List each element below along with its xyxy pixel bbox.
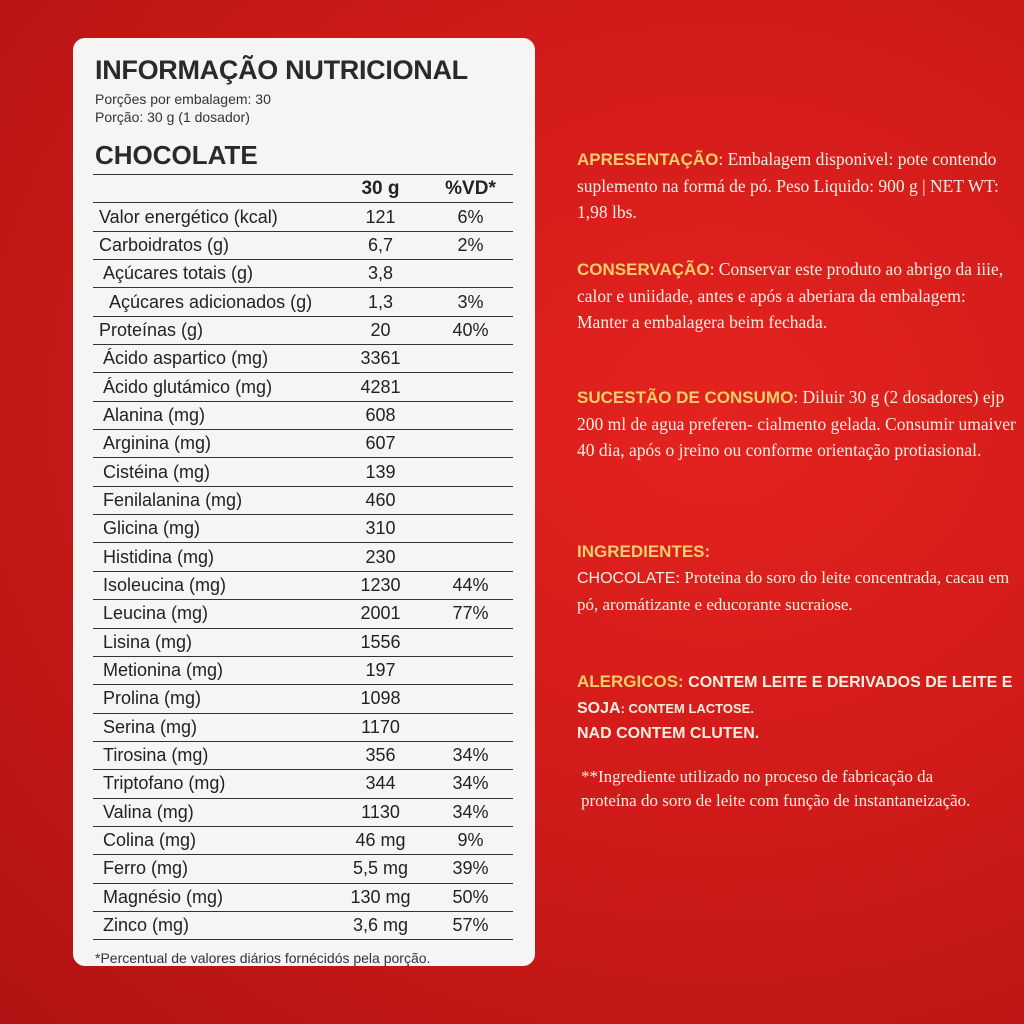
nutrient-vd	[428, 430, 513, 458]
table-row	[93, 401, 513, 429]
nutrient-name: Triptofano (mg)	[93, 770, 333, 798]
nutrient-amount: 3,8	[333, 260, 428, 288]
table-row	[93, 713, 513, 741]
nutrient-amount: 4281	[333, 373, 428, 401]
nutrient-amount: 3361	[333, 345, 428, 373]
table-row	[93, 316, 513, 344]
table-row	[93, 656, 513, 684]
header-amount: 30 g	[333, 175, 428, 203]
apresentacao-text: : Embalagem disponivel: pote contendo suplemento na formá de pó. Peso Liquido: 900 g | NET WT: 1,98 lbs.	[577, 149, 999, 222]
nutrient-name: Ácido aspartico (mg)	[93, 345, 333, 373]
nutrient-vd: 39%	[428, 855, 513, 883]
apresentacao-block	[577, 146, 1017, 225]
table-row	[93, 883, 513, 911]
nutrient-vd: 44%	[428, 571, 513, 599]
table-row	[93, 515, 513, 543]
table-row	[93, 770, 513, 798]
nutrient-vd	[428, 543, 513, 571]
nutrient-vd	[428, 486, 513, 514]
alergicos-lactose: : CONTEM LACTOSE.	[620, 701, 754, 716]
nutrient-name: Valor energético (kcal)	[93, 203, 333, 231]
sugestao-text: : Diluir 30 g (2 dosadores) ejp 200 ml de agua preferen- cialmento gelada. Consumir umaiver 40 dia, após o jreino ou conforme orientação protiasional.	[577, 387, 1016, 460]
table-row	[93, 430, 513, 458]
table-row	[93, 685, 513, 713]
nutrient-amount: 356	[333, 741, 428, 769]
nutrient-name: Carboidratos (g)	[93, 231, 333, 259]
table-row	[93, 458, 513, 486]
nutrient-amount: 121	[333, 203, 428, 231]
nutrient-vd	[428, 515, 513, 543]
table-row	[93, 288, 513, 316]
nutrient-amount: 607	[333, 430, 428, 458]
nutrient-name: Leucina (mg)	[93, 600, 333, 628]
nutrition-panel	[73, 38, 535, 966]
table-row	[93, 600, 513, 628]
table-row	[93, 798, 513, 826]
table-header-row	[93, 175, 513, 203]
nutrient-vd: 57%	[428, 911, 513, 939]
table-row	[93, 855, 513, 883]
panel-title: INFORMAÇÃO NUTRICIONAL	[95, 55, 468, 85]
header-name-cell	[93, 175, 333, 203]
conservacao-block	[577, 256, 1017, 335]
nutrition-table	[93, 174, 513, 940]
table-row	[93, 741, 513, 769]
nutrient-amount: 1556	[333, 628, 428, 656]
nutrient-vd: 50%	[428, 883, 513, 911]
nutrient-amount: 1170	[333, 713, 428, 741]
nutrient-vd	[428, 656, 513, 684]
nutrient-name: Prolina (mg)	[93, 685, 333, 713]
table-row	[93, 373, 513, 401]
nutrient-amount: 1230	[333, 571, 428, 599]
nutrient-name: Cistéina (mg)	[93, 458, 333, 486]
table-row	[93, 260, 513, 288]
table-row	[93, 628, 513, 656]
alergicos-heading: ALERGICOS:	[577, 672, 684, 691]
nutrient-name: Alanina (mg)	[93, 401, 333, 429]
nutrient-name: Valina (mg)	[93, 798, 333, 826]
sugestao-block	[577, 384, 1017, 463]
table-row	[93, 571, 513, 599]
ingredientes-block	[577, 539, 1017, 618]
table-row	[93, 826, 513, 854]
apresentacao-heading: APRESENTAÇÃO	[577, 150, 719, 169]
nutrient-vd	[428, 260, 513, 288]
nutrient-amount: 344	[333, 770, 428, 798]
header-vd: %VD*	[428, 175, 513, 203]
nutrient-vd: 77%	[428, 600, 513, 628]
nutrient-name: Açúcares totais (g)	[93, 260, 333, 288]
nutrient-name: Arginina (mg)	[93, 430, 333, 458]
nutrient-vd: 6%	[428, 203, 513, 231]
nutrient-name: Ferro (mg)	[93, 855, 333, 883]
nutrient-vd: 2%	[428, 231, 513, 259]
nutrient-vd	[428, 458, 513, 486]
nutrient-amount: 1130	[333, 798, 428, 826]
nutrient-name: Ácido glutámico (mg)	[93, 373, 333, 401]
nutrient-amount: 608	[333, 401, 428, 429]
nutrient-amount: 460	[333, 486, 428, 514]
nutrient-name: Serina (mg)	[93, 713, 333, 741]
nutrient-vd: 9%	[428, 826, 513, 854]
conservacao-text: : Conservar este produto ao abrigo da iiie, calor e uniidade, antes e após a aberiara da embalagem: Manter a embalagera beim fechada.	[577, 259, 1004, 332]
nutrient-name: Metionina (mg)	[93, 656, 333, 684]
nutrient-name: Açúcares adicionados (g)	[93, 288, 333, 316]
ingredientes-flavor: CHOCOLATE	[577, 570, 676, 587]
nutrient-amount: 1,3	[333, 288, 428, 316]
nutrient-name: Lisina (mg)	[93, 628, 333, 656]
flavor-title: CHOCOLATE	[95, 140, 258, 170]
nutrient-name: Magnésio (mg)	[93, 883, 333, 911]
nutrient-name: Zinco (mg)	[93, 911, 333, 939]
footnote: *Percentual de valores diários fornécidós pela porção.	[95, 950, 431, 967]
nutrient-vd: 34%	[428, 741, 513, 769]
table-row	[93, 345, 513, 373]
nutrient-amount: 139	[333, 458, 428, 486]
nutrient-name: Histidina (mg)	[93, 543, 333, 571]
nutrient-vd	[428, 345, 513, 373]
nutrient-vd	[428, 685, 513, 713]
ingredientes-text: : Proteina do soro do leite concentrada, cacau em pó, aromátizante e educorante sucraiose.	[577, 568, 1010, 614]
table-row	[93, 203, 513, 231]
nutrient-amount: 3,6 mg	[333, 911, 428, 939]
conservacao-heading: CONSERVAÇÃO	[577, 260, 710, 279]
nutrient-name: Tirosina (mg)	[93, 741, 333, 769]
nutrient-amount: 197	[333, 656, 428, 684]
note-text: **Ingrediente utilizado no proceso de fabricação da proteína do soro de leite com função de instantaneização.	[581, 767, 971, 810]
servings-per-pack: Porções por embalagem: 30	[95, 91, 271, 107]
nutrient-amount: 5,5 mg	[333, 855, 428, 883]
nutrient-amount: 46 mg	[333, 826, 428, 854]
nutrient-amount: 310	[333, 515, 428, 543]
nutrient-vd	[428, 713, 513, 741]
nutrient-vd	[428, 401, 513, 429]
table-row	[93, 231, 513, 259]
nutrient-name: Proteínas (g)	[93, 316, 333, 344]
gluten-text: NAD CONTEM CLUTEN.	[577, 725, 760, 742]
nutrient-vd: 34%	[428, 770, 513, 798]
serving-size: Porção: 30 g (1 dosador)	[95, 109, 250, 125]
nutrient-amount: 2001	[333, 600, 428, 628]
nutrient-name: Fenilalanina (mg)	[93, 486, 333, 514]
nutrient-name: Colina (mg)	[93, 826, 333, 854]
table-row	[93, 543, 513, 571]
nutrient-amount: 20	[333, 316, 428, 344]
nutrient-amount: 6,7	[333, 231, 428, 259]
table-row	[93, 486, 513, 514]
nutrient-vd: 34%	[428, 798, 513, 826]
nutrient-vd	[428, 373, 513, 401]
nutrient-name: Glicina (mg)	[93, 515, 333, 543]
sugestao-heading: SUCESTÃO DE CONSUMO	[577, 388, 794, 407]
nutrient-amount: 230	[333, 543, 428, 571]
nutrient-name: Isoleucina (mg)	[93, 571, 333, 599]
table-row	[93, 911, 513, 939]
note-block	[581, 765, 981, 813]
nutrition-table-body	[93, 203, 513, 940]
nutrient-vd: 40%	[428, 316, 513, 344]
nutrient-vd: 3%	[428, 288, 513, 316]
nutrient-vd	[428, 628, 513, 656]
nutrient-amount: 130 mg	[333, 883, 428, 911]
alergicos-block	[577, 669, 1017, 746]
alergicos-text: CONTEM LEITE E DERIVADOS DE LEITE E SOJA	[577, 674, 1013, 717]
ingredientes-heading: INGREDIENTES:	[577, 542, 711, 561]
nutrient-amount: 1098	[333, 685, 428, 713]
